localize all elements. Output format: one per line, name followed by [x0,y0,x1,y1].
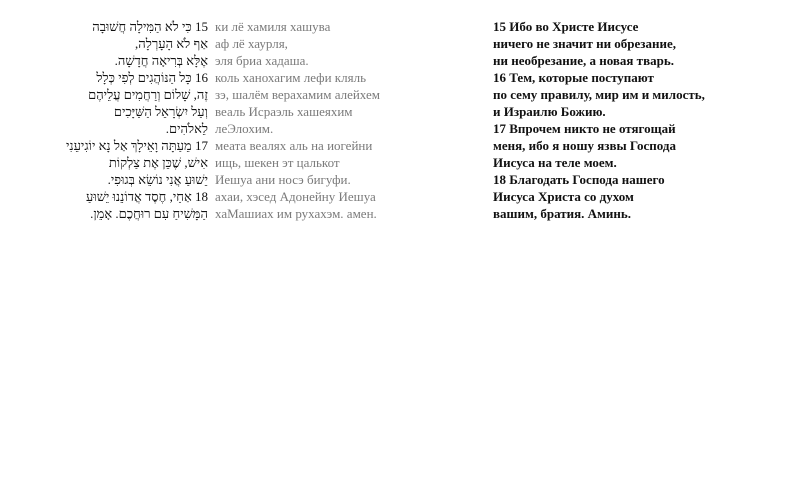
transliteration-line: ахаи, хэсед Адонейну Иешуа [215,189,376,204]
hebrew-line: יֵשׁוּעַ אֲנִי נוֹשֵׂא בְּגוּפִי. [107,172,208,187]
transliteration-line: хаМашиах им рухахэм. амен. [215,206,377,221]
hebrew-line: לֵאלֹהִים. [165,121,208,136]
transliteration-line: ищь, шекен эт цалькот [215,155,340,170]
transliteration-line: зэ, шалём верахамим алейхем [215,87,380,102]
hebrew-line: 17 מֵעַתָּה וָאֵילָךְ אַל נָא יוֹגִיעֵנִי [65,138,208,153]
transliteration-line: веаль Исраэль хашеяхим [215,104,353,119]
transliteration-line: леЭлохим. [215,121,274,136]
transliteration-line: Иешуа ани носэ бигуфи. [215,172,351,187]
russian-line: ни необрезание, а новая тварь. [493,53,674,68]
russian-translation-column [493,18,793,222]
russian-line: вашим, братия. Аминь. [493,206,631,221]
hebrew-line: זֶה, שָׁלוֹם וְרַחֲמִים עֲלֵיהֶם [88,87,208,102]
hebrew-column [40,18,208,222]
transliteration-line: эля бриа хадаша. [215,53,309,68]
hebrew-line: 16 כָּל הַנּוֹהֲגִים לְפִי כְּלָל [96,70,208,85]
russian-line: 16 Тем, которые поступают [493,70,654,85]
transliteration-line: ки лё хамиля хашува [215,19,331,34]
russian-line: Иисуса на теле моем. [493,155,617,170]
russian-line: Иисуса Христа со духом [493,189,634,204]
transliteration-line: коль ханохагим лефи кляль [215,70,366,85]
russian-line: ничего не значит ни обрезание, [493,36,677,51]
russian-line: и Израилю Божию. [493,104,606,119]
transliteration-line: меата веалях аль на иогейни [215,138,373,153]
hebrew-line: אַף לֹא הָעָרְלָה, [135,36,208,51]
transliteration-line: аф лё хаурля, [215,36,288,51]
russian-line: по сему правилу, мир им и милость, [493,87,705,102]
hebrew-line: אֶלָּא בְּרִיאָה חֲדָשָׁה. [114,53,208,68]
hebrew-line: וְעַל יִשְׂרָאֵל הַשַּׁיָּכִים [113,104,208,119]
hebrew-line: 18 אַחַי, חֶסֶד אֲדוֹנֵנוּ יֵשׁוּעַ [86,189,208,204]
russian-line: 17 Впрочем никто не отягощай [493,121,676,136]
hebrew-line: אִישׁ, שֶׁכֵּן אֶת צַלְקוֹת [108,155,208,170]
hebrew-line: 15 כִּי לֹא הַמִּילָה חֲשׁוּבָה [92,19,208,34]
transliteration-column [215,18,415,222]
russian-line: 15 Ибо во Христе Иисусе [493,19,639,34]
russian-line: 18 Благодать Господа нашего [493,172,665,187]
russian-line: меня, ибо я ношу язвы Господа [493,138,676,153]
hebrew-line: הַמָּשִׁיחַ עִם רוּחֲכֶם. אָמֵן. [90,206,208,221]
